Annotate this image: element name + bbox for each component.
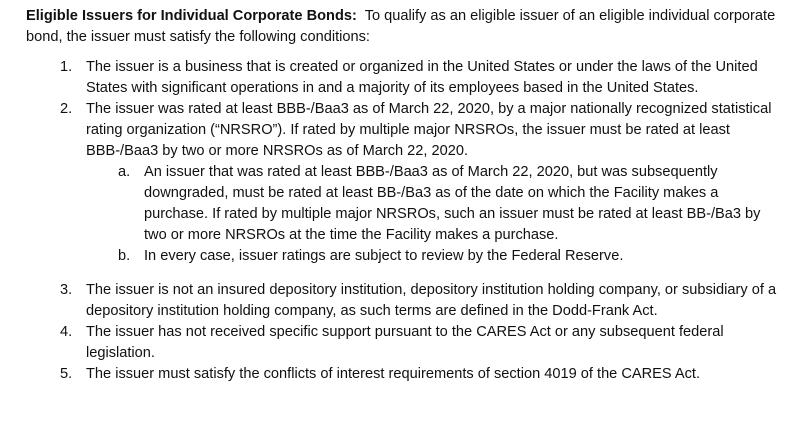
sub-condition-item-a <box>26 162 778 246</box>
section-heading: Eligible Issuers for Individual Corporate Bonds: <box>26 8 357 24</box>
sub-condition-item-b <box>26 246 778 267</box>
condition-number: 1. <box>60 59 73 75</box>
sub-condition-text: In every case, issuer ratings are subject to review by the Federal Reserve. <box>144 248 624 264</box>
intro-paragraph <box>26 6 778 48</box>
condition-text: The issuer is not an insured depository institution, depository institution holding company, or subsidiary of a depository institution holding company, as such terms are defined in the Dodd-Frank Act. <box>86 282 777 319</box>
sub-condition-letter: b. <box>118 248 131 264</box>
condition-item-3 <box>26 280 778 322</box>
sub-conditions-list <box>26 162 778 267</box>
condition-number: 2. <box>60 101 73 117</box>
condition-item-5 <box>26 364 778 385</box>
conditions-list <box>26 57 778 385</box>
condition-number: 5. <box>60 366 73 382</box>
sub-condition-letter: a. <box>118 164 131 180</box>
document <box>26 6 778 385</box>
condition-number: 3. <box>60 282 73 298</box>
sub-conditions <box>26 162 778 267</box>
intro-text: To qualify as an eligible issuer of an eligible individual corporate bond, the issuer must satisfy the following conditions: <box>26 8 776 45</box>
condition-text: The issuer was rated at least BBB-/Baa3 as of March 22, 2020, by a major nationally recognized statistical rating organization (“NRSRO”). If rated by multiple major NRSROs, the issuer must be rated at least BBB-/Baa3 by two or more NRSROs as of March 22, 2020. <box>86 101 772 159</box>
condition-item-2 <box>26 99 778 267</box>
condition-item-4 <box>26 322 778 364</box>
condition-item-1 <box>26 57 778 99</box>
sub-condition-text: An issuer that was rated at least BBB-/Baa3 as of March 22, 2020, but was subsequently downgraded, must be rated at least BB-/Ba3 as of the date on which the Facility makes a purchase. If rated by multiple major NRSROs, such an issuer must be rated at least BB-/Ba3 by two or more NRSROs at the time the Facility makes a purchase. <box>144 164 761 243</box>
condition-text: The issuer has not received specific support pursuant to the CARES Act or any subsequent federal legislation. <box>86 324 724 361</box>
condition-text: The issuer must satisfy the conflicts of interest requirements of section 4019 of the CARES Act. <box>86 366 701 382</box>
condition-text: The issuer is a business that is created or organized in the United States or under the laws of the United States with significant operations in and a majority of its employees based in the United States. <box>86 59 758 96</box>
condition-number: 4. <box>60 324 73 340</box>
